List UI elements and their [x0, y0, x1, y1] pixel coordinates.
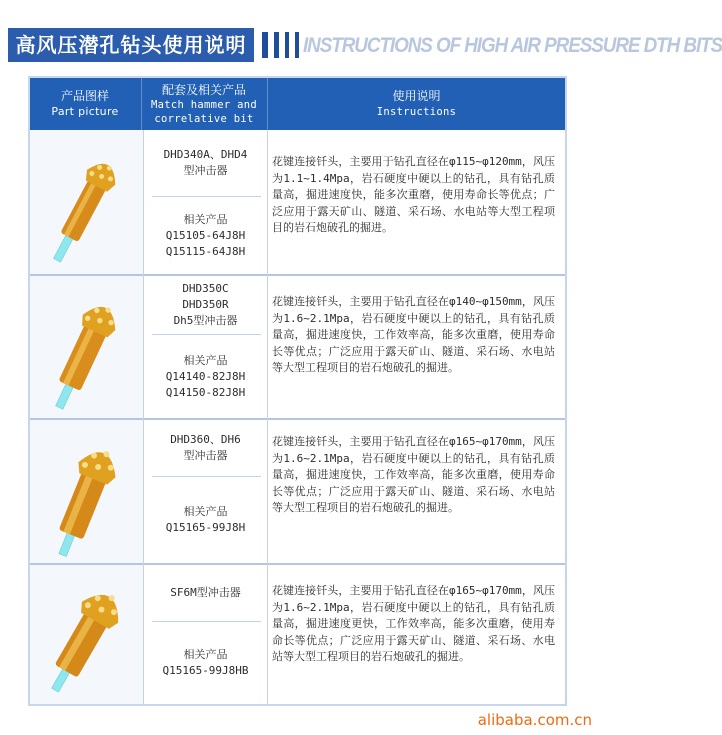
part-picture-cell: [30, 130, 144, 274]
related-products-cell: 相关产品 Q14140-82J8H Q14150-82J8H: [165, 353, 246, 399]
watermark: alibaba.com.cn: [477, 711, 592, 729]
decorative-bar: [274, 32, 279, 58]
header-divider: [141, 78, 142, 130]
page-header: [0, 0, 722, 78]
table-row: [30, 420, 565, 563]
column-divider: [267, 130, 268, 704]
drill-bit-image: [30, 565, 144, 704]
table-row: [30, 565, 565, 704]
decorative-bar: [262, 32, 268, 58]
table-header: [30, 78, 565, 130]
column-header-match-hammer: 配套及相关产品 Match hammer and correlative bit: [151, 83, 257, 125]
table-row: [30, 276, 565, 418]
instructions-text: 花键连接钎头，主要用于钻孔直径在φ115~φ120mm，风压为1.1~1.4Mpa，岩石硬度中硬以上的钻孔，具有钻孔质量高，掘进速度快，能多次重磨，使用寿命长等优点；广泛应用于露天矿山、隧道、采石场、水电站等大型工程项目的岩石炮破孔的掘进。: [272, 155, 555, 234]
column-divider: [143, 130, 144, 704]
part-picture-cell: [30, 420, 144, 563]
related-products-cell: 相关产品 Q15165-99J8H: [165, 505, 246, 534]
title-en: INSTRUCTIONS OF HIGH AIR PRESSURE DTH BITS: [303, 34, 722, 57]
related-products-cell: 相关产品 Q15105-64J8H Q15115-64J8H: [165, 212, 246, 258]
column-header-instructions: 使用说明 Instructions: [376, 89, 457, 118]
instructions-text: 花键连接钎头，主要用于钻孔直径在φ165~φ170mm，风压为1.6~2.1Mpa，岩石硬度中硬以上的钻孔，具有钻孔质量高，掘进速度更快，工作效率高，能多次重磨，使用寿命长等优点；广泛应用于露天矿山、隧道、采石场、水电站等大型工程项目的岩石炮破孔的掘进。: [272, 584, 555, 663]
decorative-bar: [295, 32, 299, 58]
match-hammer-cell: SF6M型冲击器: [170, 586, 241, 599]
column-header-part-picture: 产品图样 Part picture: [51, 89, 119, 118]
part-picture-cell: [30, 565, 144, 704]
header-divider: [267, 78, 268, 130]
instructions-text: 花键连接钎头，主要用于钻孔直径在φ165~φ170mm，风压为1.6~2.1Mpa，岩石硬度中硬以上的钻孔，具有钻孔质量高，掘进速度快，工作效率高，能多次重磨，使用寿命长等优点；广泛应用于露天矿山、隧道、采石场、水电站等大型工程项目的岩石炮破孔的掘进。: [272, 435, 555, 514]
decorative-bar: [285, 32, 289, 58]
table-row: [30, 130, 565, 274]
instructions-text: 花键连接钎头，主要用于钻孔直径在φ140~φ150mm，风压为1.6~2.1Mpa，岩石硬度中硬以上的钻孔，具有钻孔质量高，掘进速度快，工作效率高，能多次重磨，使用寿命长等优点；广泛应用于露天矿山、隧道、采石场、水电站等大型工程项目的岩石炮破孔的掘进。: [272, 295, 555, 374]
product-table: [28, 76, 567, 706]
title-cn: 高风压潜孔钻头使用说明: [8, 28, 254, 62]
match-hammer-cell: DHD360、DH6 型冲击器: [170, 433, 241, 462]
related-products-cell: 相关产品 Q15165-99J8HB: [162, 648, 249, 677]
drill-bit-image: [30, 276, 144, 418]
drill-bit-image: [30, 420, 144, 563]
match-hammer-cell: DHD350C DHD350R Dh5型冲击器: [173, 282, 238, 327]
match-hammer-cell: DHD340A、DHD4 型冲击器: [163, 148, 248, 177]
part-picture-cell: [30, 276, 144, 418]
drill-bit-image: [30, 130, 144, 274]
